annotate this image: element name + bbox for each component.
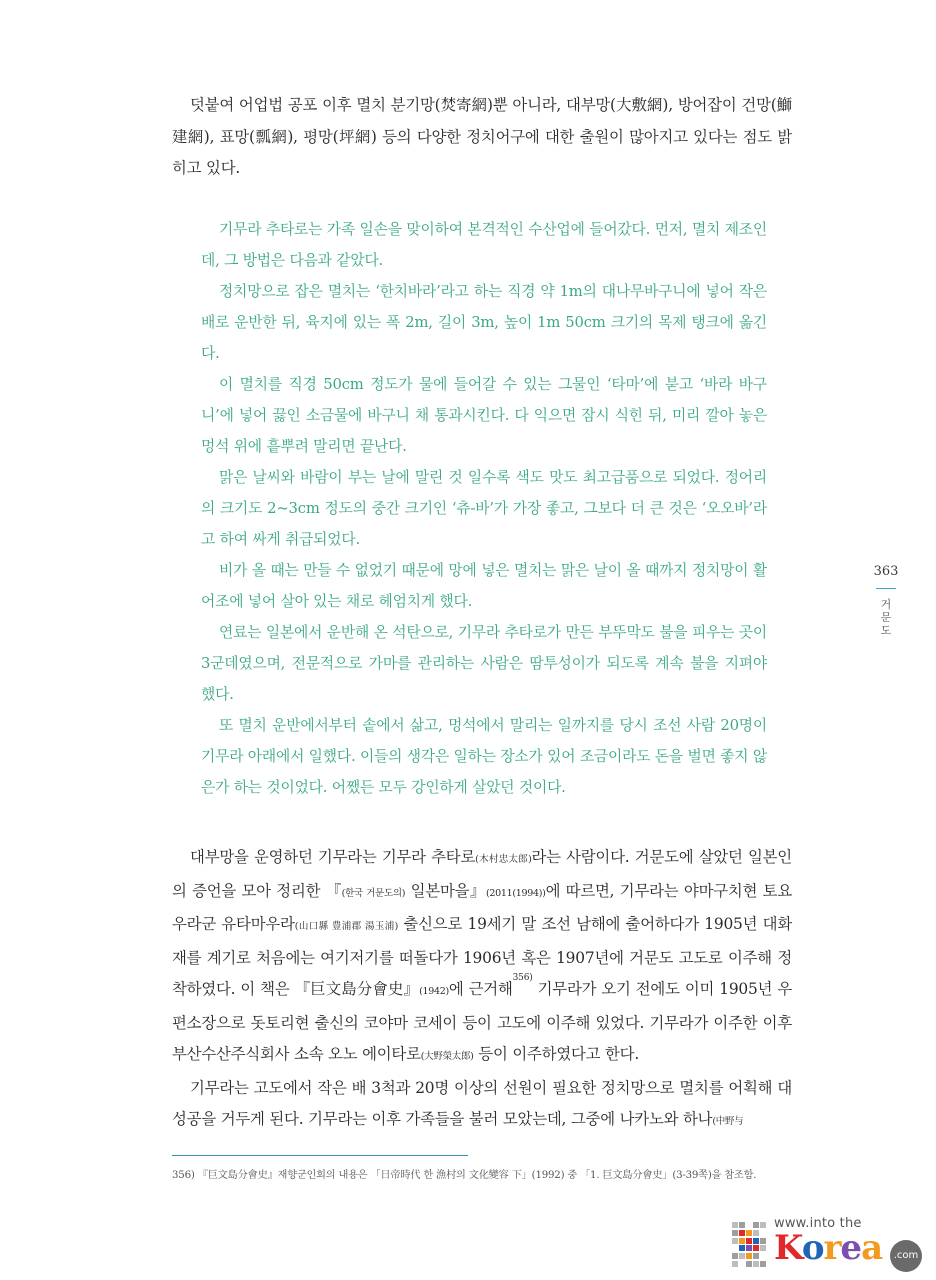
footnote: 356) 『巨文島分會史』재향군인회의 내용은 「日帝時代 한 漁村의 文化變容 下」(1992) 중 「1. 巨文島分會史」(3-39쪽)을 참조함. <box>172 1170 757 1181</box>
text-run: 에 근거해 <box>448 980 513 998</box>
text-run: 출신으로 19세기 말 조선 남해에 출어하다가 1905년 대화재를 계기로 처음에는 여기저기를 떠돌다가 1906년 혹은 1907년에 거문도 고도로 이주해 정착하였다. 이 책은 『巨文島分會史』 <box>172 915 793 998</box>
text-run: 기무라가 오기 전에도 이미 1905년 우편소장으로 돗토리현 출신의 코야마 코세이 등이 고도에 이주해 있었다. 기무라가 이주한 이후 부산수산주식회사 소속 오노 에이타로 <box>172 980 792 1063</box>
year-annotation: (1942) <box>419 986 449 997</box>
text-run: 등이 이주하였다고 한다. <box>473 1045 640 1063</box>
quote-paragraph-7: 또 멸치 운반에서부터 솥에서 삶고, 멍석에서 말리는 일까지를 당시 조선 사람 20명이 기무라 아래에서 일했다. 이들의 생각은 일하는 장소가 있어 조금이라도 돈을 벌면 좋지 않은가 하는 것이었다. 어쨌든 모두 강인하게 살았던 것이다. <box>201 717 767 796</box>
quote-paragraph-6: 연료는 일본에서 운반해 온 석탄으로, 기무라 추타로가 만든 부뚜막도 불을 피우는 곳이 3군데였으며, 전문적으로 가마를 관리하는 사람은 땀투성이가 되도록 계속 불을 지펴야 했다. <box>201 624 767 703</box>
running-head: 거문도 <box>880 598 892 637</box>
intro-text <box>172 90 792 185</box>
page-number: 363 <box>873 564 899 579</box>
quote-paragraph-4: 맑은 날씨와 바람이 부는 날에 말린 것 일수록 색도 맛도 최고급품으로 되었다. 정어리의 크기도 2~3cm 정도의 중간 크기인 ‘츄-바’가 가장 좋고, 그보다 더 큰 것은 ‘오오바’라고 하여 싸게 취급되었다. <box>201 469 767 548</box>
logo-www-text: www.into the <box>774 1216 862 1231</box>
logo-letter: r <box>823 1228 841 1268</box>
quote-paragraph-1: 기무라 추타로는 가족 일손을 맞이하여 본격적인 수산업에 들어갔다. 먼저, 멸치 제조인데, 그 방법은 다음과 같았다. <box>201 221 767 269</box>
main-paragraph-2 <box>172 1073 792 1138</box>
page-number-rule <box>876 588 896 589</box>
quote-paragraph-2: 정치망으로 잡은 멸치는 ‘한치바라’라고 하는 직경 약 1m의 대나무바구니에 넣어 작은 배로 운반한 뒤, 육지에 있는 폭 2m, 길이 3m, 높이 1m 50cm 크기의 목제 탱크에 옮긴다. <box>201 283 767 362</box>
logo-com-badge: .com <box>890 1240 922 1272</box>
text-run: 일본마을』 <box>405 881 486 900</box>
title-annotation: (한국 거문도의) <box>341 887 406 899</box>
main-text <box>172 842 792 1138</box>
main-paragraph-1 <box>172 842 792 1073</box>
intro-paragraph: 덧붙여 어업법 공포 이후 멸치 분기망(焚寄網)뿐 아니라, 대부망(大敷網), 방어잡이 건망(鰤建網), 표망(瓢網), 평망(坪網) 등의 다양한 정치어구에 대한 출원이 많아지고 있다는 점도 밝히고 있다. <box>172 96 792 177</box>
quote-paragraph-3: 이 멸치를 직경 50cm 정도가 물에 들어갈 수 있는 그물인 ‘타마’에 붇고 ‘바라 바구니’에 넣어 끓인 소금물에 바구니 채 통과시킨다. 다 익으면 잠시 식힌 뒤, 미리 깔아 놓은 멍석 위에 흩뿌려 말리면 끝난다. <box>201 376 767 455</box>
footnote-ref[interactable]: 356) <box>512 973 533 983</box>
year-annotation: (2011(1994)) <box>485 887 546 899</box>
quote-paragraph-5: 비가 올 때는 만들 수 없었기 때문에 망에 넣은 멸치는 맑은 날이 올 때까지 정치망이 활어조에 넣어 살아 있는 채로 헤엄치게 했다. <box>201 562 767 610</box>
text-run: 대부망을 운영하던 기무라는 기무라 추타로 <box>190 848 476 866</box>
logo-letter: K <box>774 1228 802 1268</box>
footnote-divider <box>172 1155 468 1156</box>
hanja-annotation: (木村忠太郎) <box>475 854 532 865</box>
logo-mosaic-icon <box>732 1222 766 1268</box>
hanja-annotation: (山口縣 豊浦郡 湯玉浦) <box>294 921 399 932</box>
logo-wordmark <box>774 1228 882 1268</box>
logo-letter: e <box>840 1228 862 1268</box>
hanja-annotation: (大野榮太郎) <box>420 1051 474 1062</box>
hanja-annotation: (中野与 <box>712 1116 744 1127</box>
intothekorea-logo[interactable] <box>730 1216 926 1272</box>
logo-letter: a <box>861 1228 883 1268</box>
quoted-testimony <box>201 214 767 803</box>
text-run: 기무라는 고도에서 작은 배 3척과 20명 이상의 선원이 필요한 정치망으로 멸치를 어획해 대성공을 거두게 된다. 기무라는 이후 가족들을 불러 모았는데, 그중에 나카노와 하나 <box>172 1078 792 1128</box>
logo-letter: o <box>801 1228 824 1268</box>
text-run: 라는 사람이다. 거문도에 살았던 일본인의 증언을 모아 정리한 『 <box>172 848 792 900</box>
text-run: 에 따르면, 기무라는 야마구치현 토요우라군 유타마우라 <box>172 881 793 933</box>
